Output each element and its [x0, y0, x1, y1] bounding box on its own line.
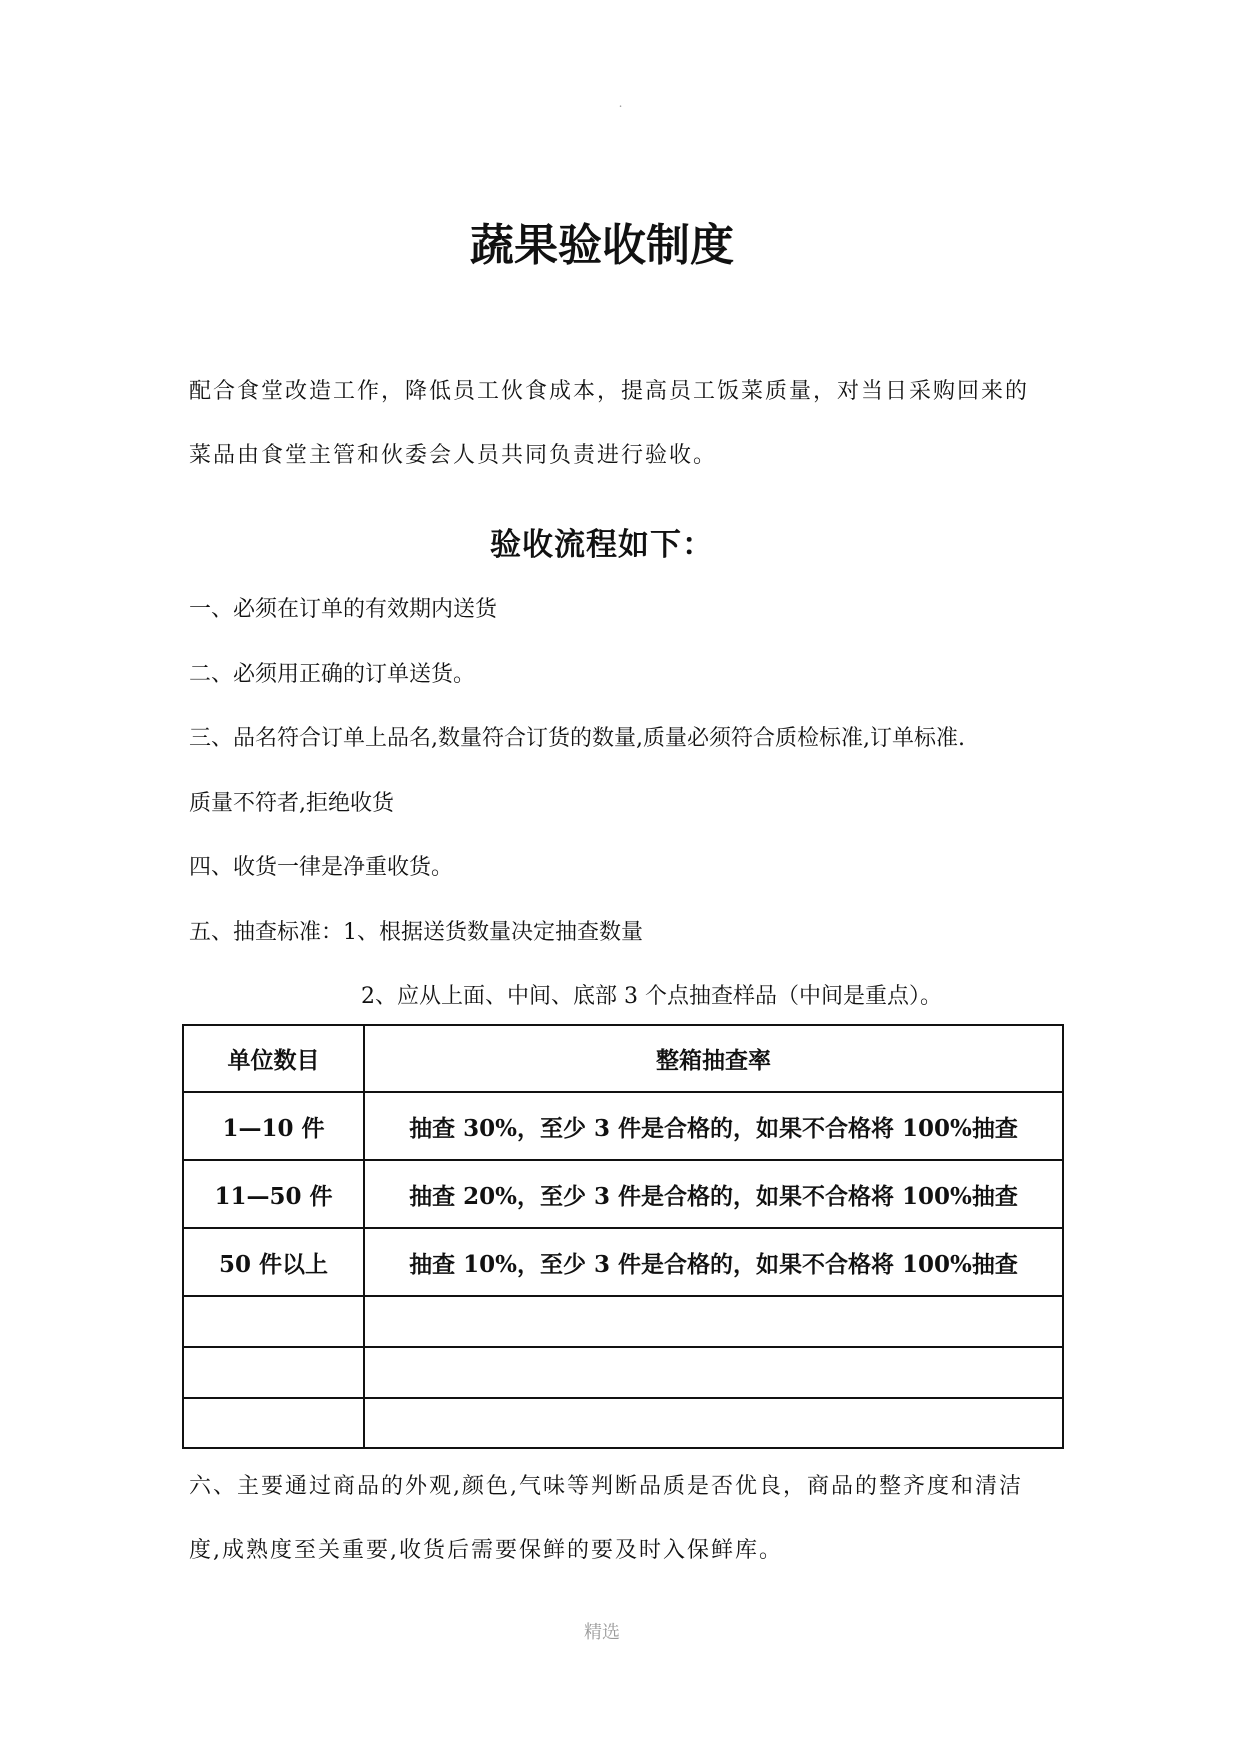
closing-line: 度,成熟度至关重要,收货后需要保鲜的要及时入保鲜库。 [189, 1538, 783, 1563]
section-title: 验收流程如下： [490, 527, 714, 563]
column-header-rate: 整箱抽查率 [364, 1025, 1063, 1092]
unit-cell: 1—10 件 [183, 1092, 364, 1160]
rule-item: 一、必须在订单的有效期内送货 [189, 597, 498, 622]
sampling-rate-table [182, 1024, 1064, 1449]
intro-paragraph [189, 360, 1059, 488]
rate-cell [364, 1398, 1063, 1448]
rule-item: 二、必须用正确的订单送货。 [189, 661, 476, 687]
rule-item: 三、品名符合订单上品名,数量符合订货的数量,质量必须符合质检标准,订单标准. [189, 726, 965, 751]
table-row [183, 1160, 1063, 1228]
intro-line: 菜品由食堂主管和伙委会人员共同负责进行验收。 [189, 443, 718, 468]
rules-list [189, 578, 1069, 1030]
rule-item: 五、抽查标准：1、根据送货数量决定抽查数量 [189, 919, 643, 945]
rate-cell: 抽查 20%，至少 3 件是合格的，如果不合格将 100%抽查 [364, 1160, 1063, 1228]
footer-label: 精选 [584, 1622, 620, 1643]
unit-cell [183, 1347, 364, 1398]
table-row [183, 1398, 1063, 1448]
rate-cell [364, 1347, 1063, 1398]
rule-item: 2、应从上面、中间、底部 3 个点抽查样品（中间是重点）。 [361, 984, 942, 1009]
document-title: 蔬果验收制度 [470, 220, 734, 271]
unit-cell [183, 1398, 364, 1448]
closing-line: 六、主要通过商品的外观,颜色,气味等判断品质是否优良，商品的整齐度和清洁 [189, 1474, 1023, 1499]
rate-cell: 抽查 30%，至少 3 件是合格的，如果不合格将 100%抽查 [364, 1092, 1063, 1160]
column-header-unit: 单位数目 [183, 1025, 364, 1092]
table-row [183, 1296, 1063, 1347]
table-row [183, 1228, 1063, 1296]
rule-item: 四、收货一律是净重收货。 [189, 855, 454, 880]
closing-paragraph [189, 1455, 1059, 1583]
table-row [183, 1347, 1063, 1398]
table-header-row [183, 1025, 1063, 1092]
unit-cell: 11—50 件 [183, 1160, 364, 1228]
rule-item: 质量不符者,拒绝收货 [189, 790, 394, 816]
table-row [183, 1092, 1063, 1160]
rate-cell [364, 1296, 1063, 1347]
rate-cell: 抽查 10%，至少 3 件是合格的，如果不合格将 100%抽查 [364, 1228, 1063, 1296]
intro-line: 配合食堂改造工作，降低员工伙食成本，提高员工饭菜质量，对当日采购回来的 [189, 379, 1030, 404]
unit-cell: 50 件以上 [183, 1228, 364, 1296]
unit-cell [183, 1296, 364, 1347]
header-dot: . [618, 96, 623, 110]
